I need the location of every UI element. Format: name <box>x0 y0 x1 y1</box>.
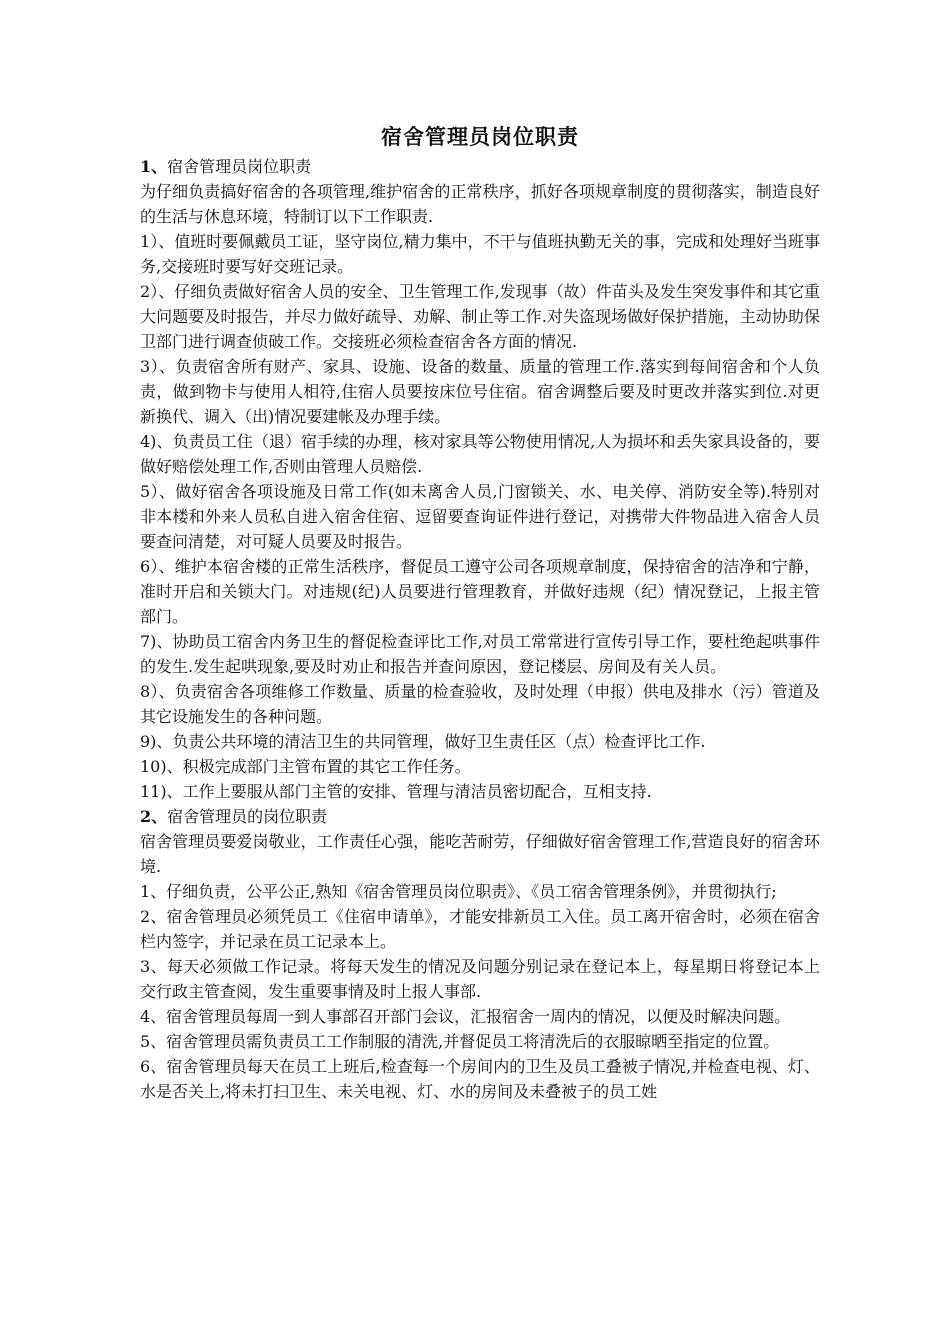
paragraph: 8）、负责宿舍各项维修工作数量、质量的检查验收，及时处理（申报）供电及排水（污）管道及其它设施发生的各种问题。 <box>140 682 820 726</box>
section-heading-text: 宿舍管理员岗位职责 <box>167 157 312 176</box>
paragraph: 11)、工作上要服从部门主管的安排、管理与清洁员密切配合，互相支持. <box>140 782 652 801</box>
paragraph: 9)、负责公共环境的清洁卫生的共同管理，做好卫生责任区（点）检查评比工作. <box>140 732 706 751</box>
paragraph: 4)、负责员工住（退）宿手续的办理，核对家具等公物使用情况,人为损坏和丢失家具设备的，要做好赔偿处理工作,否则由管理人员赔偿. <box>140 432 820 476</box>
document-page <box>140 120 820 1104</box>
paragraph: 为仔细负责搞好宿舍的各项管理,维护宿舍的正常秩序，抓好各项规章制度的贯彻落实，制造良好的生活与休息环境，特制订以下工作职责. <box>140 182 820 226</box>
paragraph: 5、宿舍管理员需负责员工工作制服的清洗,并督促员工将清洗后的衣服晾晒至指定的位置。 <box>140 1032 780 1051</box>
paragraph: 3）、负责宿舍所有财产、家具、设施、设备的数量、质量的管理工作.落实到每间宿舍和个人负责，做到物卡与使用人相符,住宿人员要按床位号住宿。宿舍调整后要及时更改并落实到位.对更新换代、调入（出)情况要建帐及办理手续。 <box>140 357 820 426</box>
paragraph: 1、仔细负责，公平公正,熟知《宿舍管理员岗位职责》、《员工宿舍管理条例》，并贯彻执行; <box>140 882 777 901</box>
paragraph: 6、宿舍管理员每天在员工上班后,检查每一个房间内的卫生及员工叠被子情况,并检查电视、灯、水是否关上,将未打扫卫生、未关电视、灯、水的房间及未叠被子的员工姓 <box>140 1057 820 1101</box>
section-number: 2、 <box>140 807 168 826</box>
paragraph: 2）、仔细负责做好宿舍人员的安全、卫生管理工作,发现事（故）件苗头及发生突发事件和其它重大问题要及时报告，并尽力做好疏导、劝解、制止等工作.对失盗现场做好保护措施，主动协助保卫部门进行调查侦破工作。交接班必须检查宿舍各方面的情况. <box>140 282 820 351</box>
section-heading <box>140 154 820 179</box>
section-number: 1、 <box>140 157 168 176</box>
paragraph: 4、宿舍管理员每周一到人事部召开部门会议，汇报宿舍一周内的情况，以便及时解决问题。 <box>140 1007 791 1026</box>
paragraph: 宿舍管理员要爱岗敬业，工作责任心强，能吃苦耐劳，仔细做好宿舍管理工作,营造良好的宿舍环境. <box>140 832 820 876</box>
paragraph: 2、宿舍管理员必须凭员工《住宿申请单》，才能安排新员工入住。员工离开宿舍时，必须在宿舍栏内签字，并记录在员工记录本上。 <box>140 907 820 951</box>
paragraph: 5）、做好宿舍各项设施及日常工作(如未离舍人员,门窗锁关、水、电关停、消防安全等).特别对非本楼和外来人员私自进入宿舍住宿、逗留要查询证件进行登记，对携带大件物品进入宿舍人员要查问清楚，对可疑人员要及时报告。 <box>140 482 820 551</box>
document-title: 宿舍管理员岗位职责 <box>381 124 579 149</box>
section-heading-text: 宿舍管理员的岗位职责 <box>167 807 328 826</box>
section-heading <box>140 804 820 829</box>
section-2 <box>140 804 820 1104</box>
paragraph: 7)、协助员工宿舍内务卫生的督促检查评比工作,对员工常常进行宣传引导工作，要杜绝起哄事件的发生.发生起哄现象,要及时劝止和报告并查问原因，登记楼层、房间及有关人员。 <box>140 632 820 676</box>
paragraph: 10)、积极完成部门主管布置的其它工作任务。 <box>140 757 471 776</box>
section-1 <box>140 154 820 804</box>
paragraph: 1）、值班时要佩戴员工证，坚守岗位,精力集中，不干与值班执勤无关的事，完成和处理好当班事务,交接班时要写好交班记录。 <box>140 232 820 276</box>
paragraph: 6）、维护本宿舍楼的正常生活秩序，督促员工遵守公司各项规章制度，保持宿舍的洁净和宁静，准时开启和关锁大门。对违规(纪)人员要进行管理教育，并做好违规（纪）情况登记，上报主管部门。 <box>140 557 820 626</box>
paragraph: 3、每天必须做工作记录。将每天发生的情况及问题分别记录在登记本上，每星期日将登记本上交行政主管查阅，发生重要事情及时上报人事部. <box>140 957 820 1001</box>
